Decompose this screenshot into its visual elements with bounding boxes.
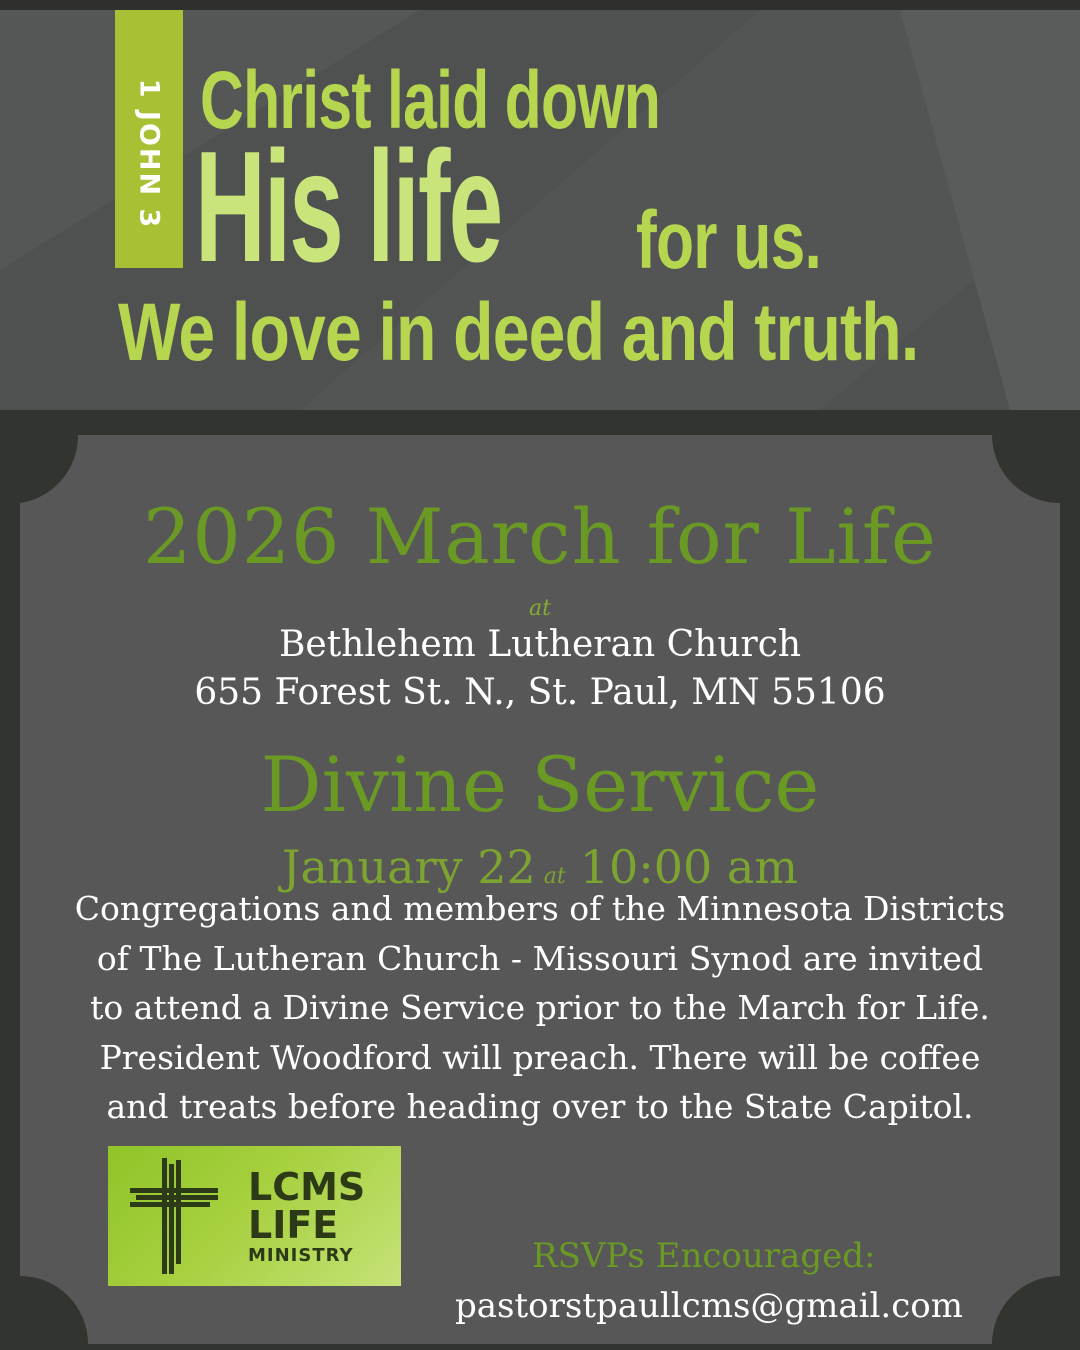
service-time: 10:00 am (579, 840, 798, 894)
church-address: 655 Forest St. N., St. Paul, MN 55106 (194, 672, 886, 713)
verse-line-4: We love in deed and truth. (118, 287, 919, 378)
rsvp-label: RSVPs Encouraged: (532, 1236, 876, 1276)
at-label: at (529, 596, 551, 621)
description-line: Congregations and members of the Minnesota Districts (74, 889, 1006, 928)
description-line: and treats before heading over to the State Capitol. (106, 1087, 974, 1126)
rsvp-email-link[interactable]: pastorstpaullcms@gmail.com (455, 1286, 963, 1326)
event-panel (0, 410, 1080, 1350)
verse-line-2: His life (195, 119, 502, 295)
description-line: President Woodford will preach. There will be coffee (99, 1037, 981, 1077)
logo-line-1: LCMS (248, 1165, 366, 1209)
verse-reference: 1 JOHN 3 (133, 78, 165, 230)
description-line: of The Lutheran Church - Missouri Synod are invited (96, 938, 984, 978)
verse-banner (0, 0, 1080, 410)
service-title: Divine Service (260, 740, 820, 829)
description-line: to attend a Divine Service prior to the March for Life. (90, 988, 990, 1027)
lcms-life-ministry-logo (108, 1146, 401, 1286)
logo-line-3: MINISTRY (248, 1245, 354, 1266)
event-title: 2026 March for Life (143, 492, 937, 581)
verse-line-3: for us. (636, 195, 822, 286)
event-description (40, 884, 1040, 1132)
logo-line-2: LIFE (248, 1203, 339, 1247)
service-date: January 22 (282, 840, 536, 894)
at-label-2: at (543, 864, 566, 889)
cross-icon (126, 1156, 222, 1276)
verse-line-1: Christ laid down (200, 55, 661, 146)
church-name: Bethlehem Lutheran Church (278, 624, 802, 665)
